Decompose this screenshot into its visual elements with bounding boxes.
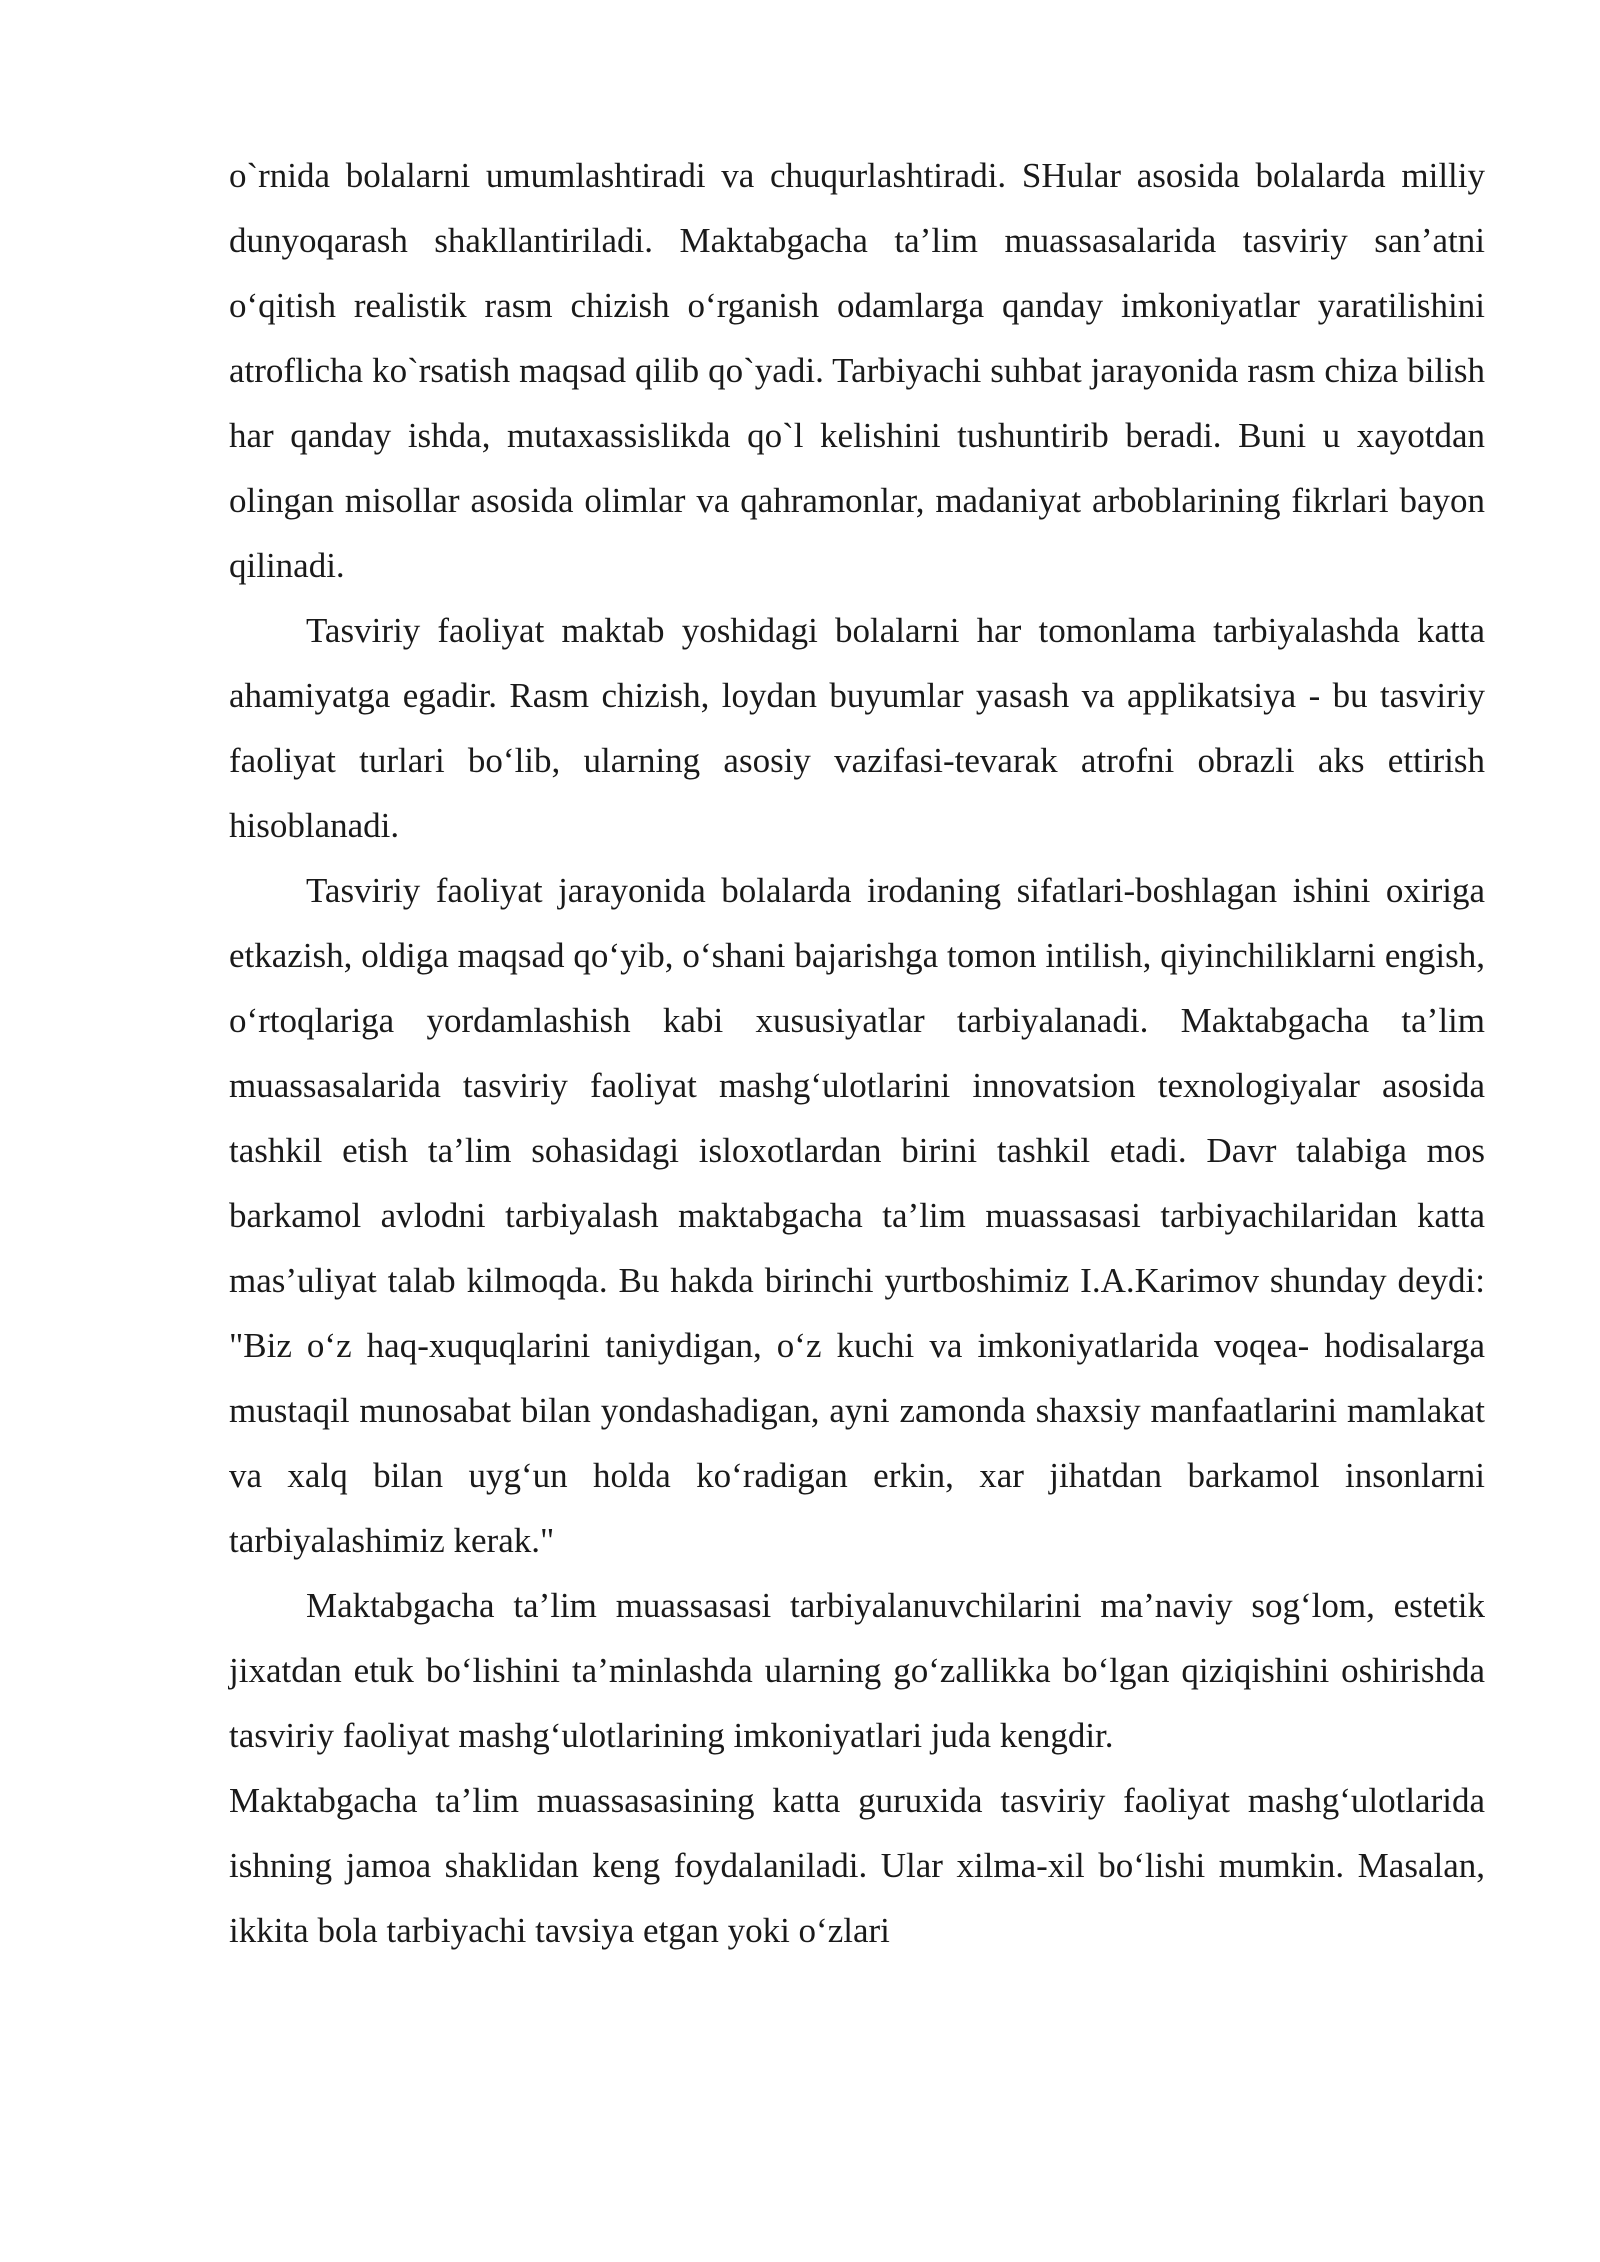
paragraph-3: Tasviriy faoliyat jarayonida bolalarda irodaning sifatlari-boshlagan ishini oxiriga etkazish, oldiga maqsad qo‘yib, o‘shani bajarishga tomon intilish, qiyinchiliklarni engish, o‘rtoqlariga yordamlashish kabi xususiyatlar tarbiyalanadi. Maktabgacha ta’lim muassasalarida tasviriy faoliyat mashg‘ulotlarini innovatsion texnologiyalar asosida tashkil etish ta’lim sohasidagi isloxotlardan birini tashkil etadi. Davr talabiga mos barkamol avlodni tarbiyalash maktabgacha ta’lim muassasasi tarbiyachilaridan katta mas’uliyat talab kilmoqda. Bu hakda birinchi yurtboshimiz I.A.Karimov shunday deydi: "Biz o‘z haq-xuquqlarini taniydigan, o‘z kuchi va imkoniyatlarida voqea- hodisalarga mustaqil munosabat bilan yondashadigan, ayni zamonda shaxsiy manfaatlarini mamlakat va xalq bilan uyg‘un holda ko‘radigan erkin, xar jihatdan barkamol insonlarni tarbiyalashimiz kerak."	[229, 871, 1485, 1560]
paragraph-4: Maktabgacha ta’lim muassasasi tarbiyalanuvchilarini ma’naviy sog‘lom, estetik jixatdan etuk bo‘lishini ta’minlashda ularning go‘zallikka bo‘lgan qiziqishini oshirishda tasviriy faoliyat mashg‘ulotlarining imkoniyatlari juda kengdir.	[229, 1586, 1485, 1755]
document-page	[229, 143, 1485, 1963]
paragraph-2: Tasviriy faoliyat maktab yoshidagi bolalarni har tomonlama tarbiyalashda katta ahamiyatga egadir. Rasm chizish, loydan buyumlar yasash va applikatsiya - bu tasviriy faoliyat turlari bo‘lib, ularning asosiy vazifasi-tevarak atrofni obrazli aks ettirish hisoblanadi.	[229, 611, 1485, 845]
paragraph-1: o`rnida bolalarni umumlashtiradi va chuqurlashtiradi. SHular asosida bolalarda milliy dunyoqarash shakllantiriladi. Maktabgacha ta’lim muassasalarida tasviriy san’atni o‘qitish realistik rasm chizish o‘rganish odamlarga qanday imkoniyatlar yaratilishini atroflicha ko`rsatish maqsad qilib qo`yadi. Tarbiyachi suhbat jarayonida rasm chiza bilish har qanday ishda, mutaxassislikda qo`l kelishini tushuntirib beradi. Buni u xayotdan olingan misollar asosida olimlar va qahramonlar, madaniyat arboblarining fikrlari bayon qilinadi.	[229, 156, 1485, 585]
paragraph-5: Maktabgacha ta’lim muassasasining katta guruxida tasviriy faoliyat mashg‘ulotlarida ishning jamoa shaklidan keng foydalaniladi. Ular xilma-xil bo‘lishi mumkin. Masalan, ikkita bola tarbiyachi tavsiya etgan yoki o‘zlari	[229, 1781, 1485, 1950]
